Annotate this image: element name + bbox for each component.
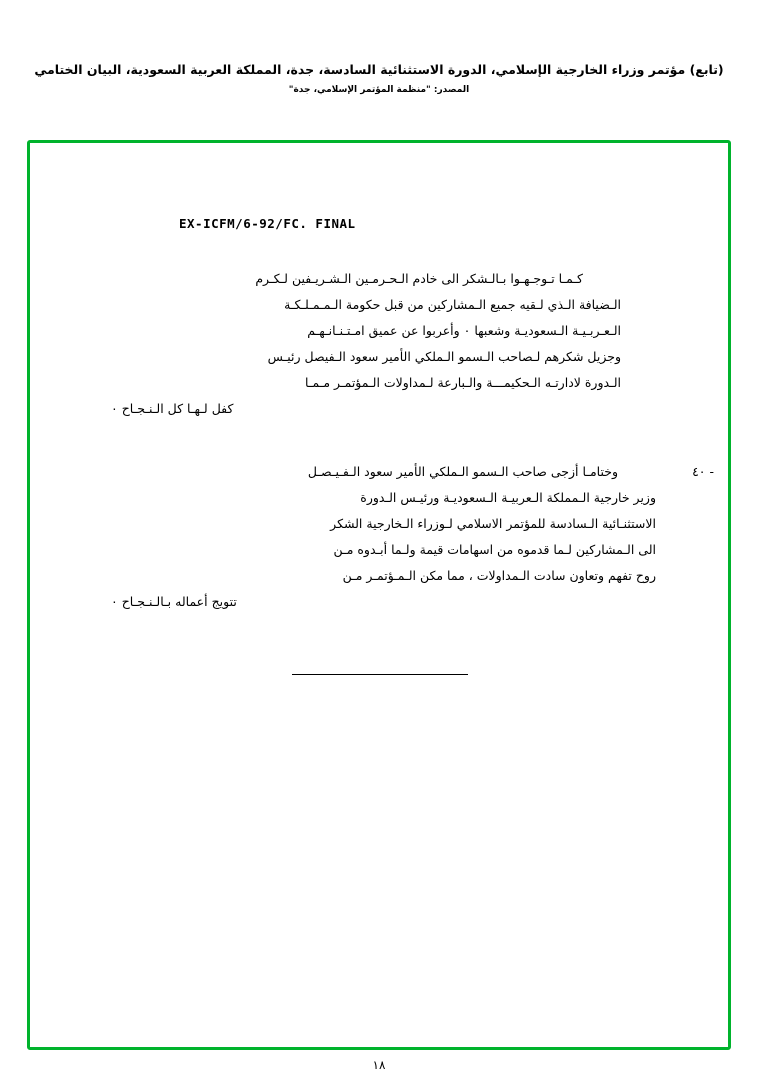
document-frame-inner [40,153,718,1037]
page-number: ١٨ [372,1058,386,1072]
paragraph-line: تتويج أعماله بـالـنـجـاح ٠ [111,594,237,609]
header-source: المصدر: "منظمة المؤتمر الإسلامي، جدة" [288,85,470,96]
paragraph-line: وزير خارجية الـمملكة الـعربيـة الـسعوديـة ورئيـس الـدورة [360,490,656,505]
paragraph-line: الـضيافة الـذي لـقيه جميع الـمشاركين من قبل حكومة الـمـمـلـكـة [284,297,621,312]
section-divider [292,674,468,675]
header-title: (تابع) مؤتمر وزراء الخارجية الإسلامي، الدورة الاستثنائية السادسة، جدة، المملكة العربية السعودية، البيان الختامي [34,62,724,77]
paragraph-40 [111,459,714,615]
paragraph-line: الى الـمشاركين لـما قدموه من اسهامات قيمة ولـما أبـدوه مـن [333,542,656,557]
paragraph-line: الاستثنـائية الـسادسة للمؤتمر الاسلامي لـوزراء الـخارجية الشكر [330,516,656,531]
paragraph-line: الـعـربـيـة الـسعوديـة وشعبها ٠ وأعربوا عن عميق امـتـنـانـهـم [307,323,621,338]
paragraph-line: وجزيل شكرهم لـصاحب الـسمو الـملكي الأمير سعود الـفيصل رئيـس [267,349,621,364]
paragraph-line: كـمـا تـوجـهـوا بـالـشكر الى خادم الـحـرمـين الـشـريـفين لـكـرم [255,271,583,286]
paragraph-line: كفل لـهـا كل الـنـجـاح ٠ [111,401,234,416]
page-header [0,62,758,95]
paragraph-line: روح تفهم وتعاون سادت الـمداولات ، مما مكن الـمـؤتمـر مـن [342,568,656,583]
paragraph-40-body [111,459,714,485]
document-code: EX-ICFM/6-92/FC. FINAL [179,216,356,231]
paragraph-number: - ٤٠ [692,464,714,479]
document-frame [27,140,731,1050]
paragraph-line: الـدورة لادارتـه الـحكيمـــة والـبارعة لـمداولات الـمؤتمـر مـمـا [305,375,621,390]
paragraph-line: وختامـا أزجى صاحب الـسمو الـملكي الأمير سعود الـفـيـصـل [307,464,618,479]
paragraph-thanks [111,266,621,422]
